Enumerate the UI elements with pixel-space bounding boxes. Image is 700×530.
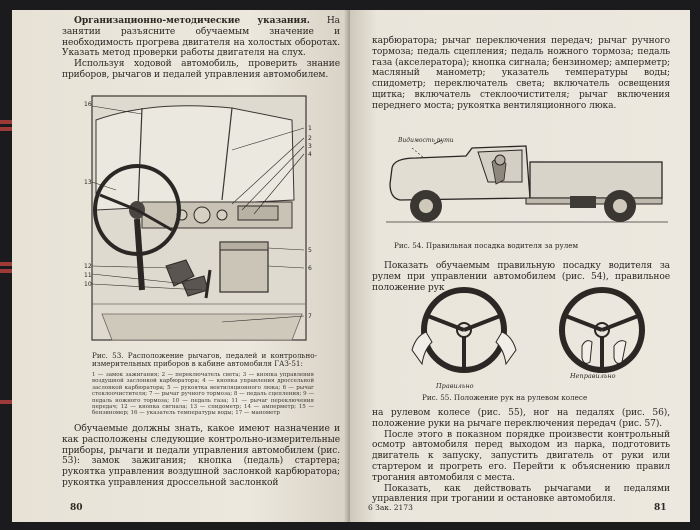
figure-label: 6 <box>308 265 312 272</box>
body-text-right-mid: Показать обучаемым правильную посадку водителя за рулем при управлении автомобилем (рис. 54), правильное положение рук <box>372 261 670 293</box>
figure-54-truck <box>376 118 672 236</box>
figure-label: 10 <box>84 281 92 288</box>
body-text-right-bottom: на рулевом колесе (рис. 55), ног на педалях (рис. 56), положение руки на рычаге переключения передач (рис. 57). После этого в показном порядке произвести контрольный осмотр автомобиля перед выходом из парка, подготовить двигатель к запуску, запустить двигатель от руки или стартером и прогреть его. Перейти к объяснению правил трогания автомобиля с места. Показать, как действовать рычагами и педалями управления при трогании и остановке автомобиля. <box>372 408 670 505</box>
figure-label: 4 <box>308 151 312 158</box>
intro-text: На занятии разъясните обучаемым значение и необходимость прогрева двигателя на холостых оборотах. Указать метод проверки работы двигателя на слух. <box>62 16 340 59</box>
figure-label: 11 <box>84 272 92 279</box>
intro-block <box>62 16 340 81</box>
spine-stripe <box>0 120 12 124</box>
visibility-label: Видимость пути <box>398 137 454 144</box>
figure-label: 7 <box>308 313 312 320</box>
figure-55-caption: Рис. 55. Положение рук на рулевом колесе <box>422 393 588 402</box>
body-text-right-top: карбюратора; рычаг переключения передач; рычаг ручного тормоза; педаль сцепления; педаль ножного тормоза; педаль газа (акселератора); кнопка сигнала; бензиномер; амперметр; масляный манометр; указатель температуры воды; спидометр; переключатель света; включатель освещения щитка; включатель стеклоочистителя; рычаг включения переднего моста; рукоятка вентиляционного люка. <box>372 36 671 111</box>
body-text-left: Обучаемые должны знать, какое имеют назначение и как расположены следующие контрольно-измерительные приборы, рычаги и педали управления автомобилем (рис. 53): замок зажигания; кнопка (педаль) стартера; рукоятка управления воздушной заслонкой карбюратора; рукоятка управления дроссельной заслонкой <box>62 424 340 488</box>
figure-54-caption: Рис. 54. Правильная посадка водителя за рулем <box>394 241 579 250</box>
spine-stripe <box>0 127 12 131</box>
label-incorrect: Неправильно <box>570 372 616 380</box>
figure-label: 2 <box>308 135 312 142</box>
page-number-left: 80 <box>70 503 83 513</box>
figure-53-caption: Рис. 53. Расположение рычагов, педалей и контрольно-измерительных приборов в кабине автомобиля ГАЗ-51: <box>92 351 317 369</box>
figure-label: 16 <box>84 101 92 108</box>
section-heading: Организационно-методические указания. <box>74 15 310 26</box>
figure-label: 13 <box>84 179 92 186</box>
right-page <box>350 10 690 522</box>
figure-55-steering-wheels <box>406 286 656 382</box>
label-correct: Правильно <box>436 382 474 390</box>
figure-53-legend: 1 — замок зажигания; 2 — переключатель света; 3 — кнопка управления воздушной заслонкой карбюратора; 4 — кнопка управления дроссельной заслонкой карбюратора; 5 — рукоятка вентиляционного люка; 6 — рычаг стеклоочистителя; 7 — рычаг ручного тормоза; 8 — педаль сцепления; 9 — педаль ножного тормоза; 10 — педаль газа; 11 — рычаг переключения передач; 12 — кнопка сигнала; 13 — спидометр; 14 — амперметр; 15 — бензиномер; 16 — указатель температуры воды; 17 — манометр <box>92 372 314 417</box>
figure-label: 5 <box>308 247 312 254</box>
spine-stripe <box>0 400 12 404</box>
printer-signature: 6 Зак. 2173 <box>368 503 413 512</box>
left-page <box>12 10 350 522</box>
figure-label: 12 <box>84 263 92 270</box>
intro-text-2: Используя ходовой автомобиль, проверить знание приборов, рычагов и педалей управления автомобилем. <box>62 59 340 80</box>
spine-stripe <box>0 262 12 266</box>
figure-label: 1 <box>308 125 312 132</box>
figure-53-cabin <box>82 90 320 346</box>
figure-label: 3 <box>308 143 312 150</box>
page-number-right: 81 <box>654 503 667 513</box>
spine-stripe <box>0 269 12 273</box>
